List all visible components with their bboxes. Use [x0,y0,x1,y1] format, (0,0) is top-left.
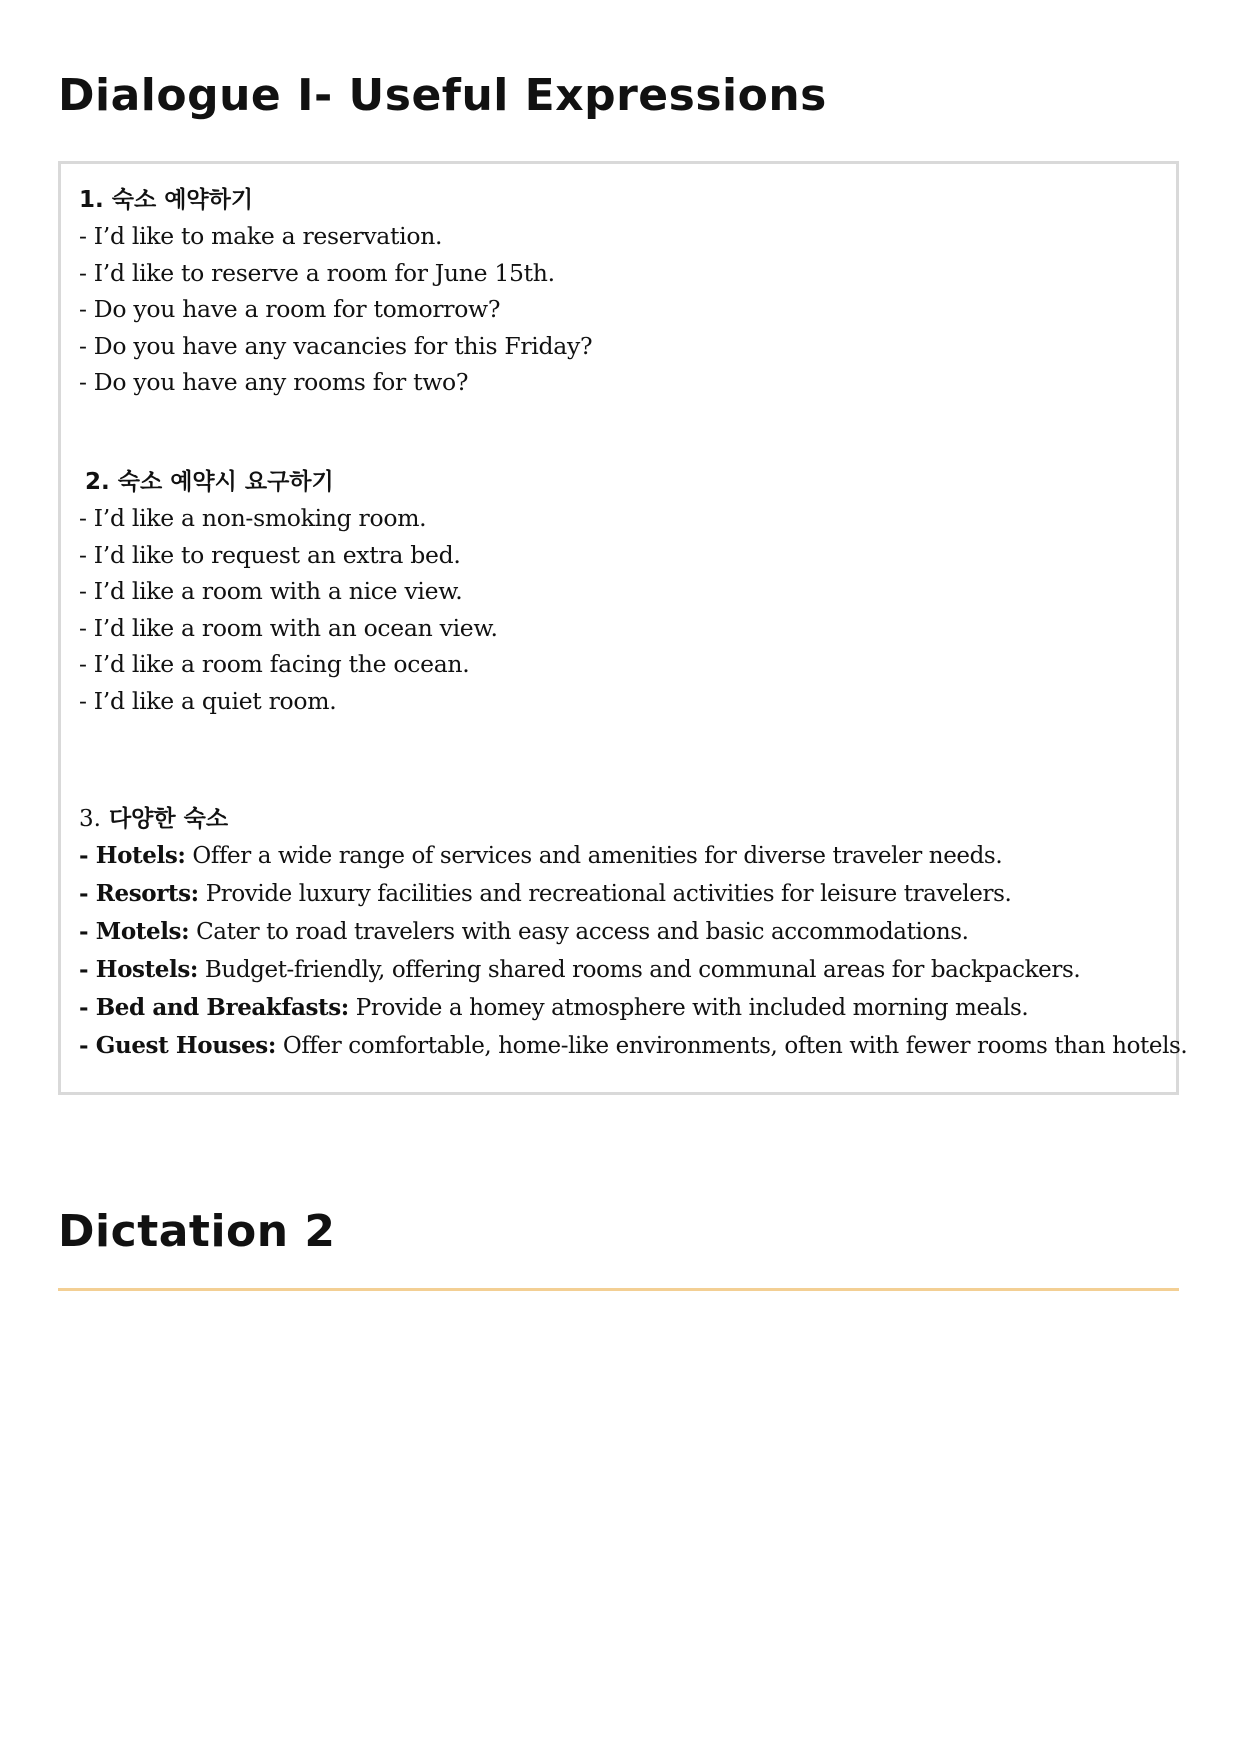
accommodation-term: - Bed and Breakfasts: [79,994,349,1021]
accommodation-description: Offer comfortable, home-like environments, often with fewer rooms than hotels. [275,1033,1188,1059]
accommodation-term: - Hostels: [79,956,199,983]
accommodation-description: Offer a wide range of services and amenities for diverse traveler needs. [185,843,1003,869]
expression-line: - Do you have a room for tomorrow? [79,295,501,323]
expression-line: - I’d like a room with an ocean view. [79,613,498,642]
section-requests [79,464,1166,719]
accommodation-description: Provide a homey atmosphere with included morning meals. [348,995,1029,1021]
section-title: 2. 숙소 예약시 요구하기 [85,469,334,495]
useful-expressions-box [58,161,1188,1095]
accommodation-description: Cater to road travelers with easy access and basic accommodations. [189,919,969,945]
section-title: 1. 숙소 예약하기 [79,187,254,213]
accommodation-item [79,875,1166,913]
accommodation-term: - Resorts: [79,880,199,907]
section-number: 3. [79,806,101,832]
section-title [79,801,1166,837]
accommodation-term: - Guest Houses: [79,1032,276,1059]
accommodation-item [79,989,1166,1027]
accommodation-item [79,837,1166,875]
expression-line: - I’d like to request an extra bed. [79,540,461,569]
accommodation-item [79,1027,1188,1065]
divider-line [58,1288,1179,1291]
accommodation-item [79,951,1166,989]
expression-line: - I’d like a quiet room. [79,686,337,715]
expression-line: - I’d like a room facing the ocean. [79,650,470,678]
accommodation-description: Provide luxury facilities and recreational activities for leisure travelers. [198,881,1012,907]
expression-line: - I’d like to reserve a room for June 15th. [79,258,555,287]
page-title: Dialogue I- Useful Expressions [58,70,827,121]
section-accommodation-types [79,801,1188,1065]
accommodation-description: Budget-friendly, offering shared rooms and communal areas for backpackers. [198,957,1081,983]
section-reserve [79,182,1166,401]
expression-line: - I’d like a room with a nice view. [79,577,463,605]
expression-line: - I’d like a non-smoking room. [79,504,427,532]
accommodation-term: - Motels: [79,918,190,945]
expression-line: - Do you have any rooms for two? [79,368,469,396]
section-heading-dictation: Dictation 2 [58,1206,336,1257]
accommodation-item [79,913,1166,951]
section-title-text: 다양한 숙소 [100,806,229,832]
expression-line: - I’d like to make a reservation. [79,222,443,250]
accommodation-term: - Hotels: [79,842,186,869]
expression-line: - Do you have any vacancies for this Friday? [79,331,593,360]
